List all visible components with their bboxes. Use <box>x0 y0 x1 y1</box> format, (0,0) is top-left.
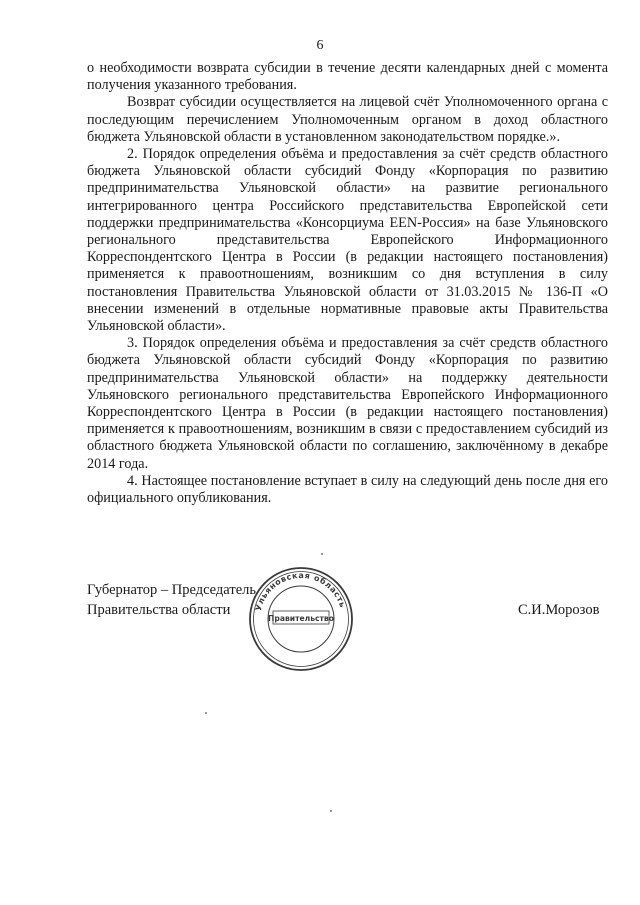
paragraph-3: 3. Порядок определения объёма и предоставления за счёт средств областного бюджета Ульяновской области субсидий Фонду «Корпорация по развитию предпринимательства Ульяновской области» на поддержку деятельности Ульяновского регионального представительства Европейского Информационного Корреспондентского Центра в России (в редакции настоящего постановления) применяется к правоотношениям, возникшим в связи с предоставлением субсидий из областного бюджета Ульяновской области по соглашению, заключённому в декабре 2014 года. <box>87 335 608 472</box>
page-number: 6 <box>316 38 324 53</box>
scan-speck <box>321 553 323 555</box>
official-seal <box>246 564 356 674</box>
signatory-title-line2: Правительства области <box>87 602 231 618</box>
paragraph-continuation: о необходимости возврата субсидии в течение десяти календарных дней с момента получения указанного требования. <box>87 60 608 94</box>
signatory-title <box>87 580 256 620</box>
seal-ring-text: Ульяновская область <box>253 570 348 612</box>
svg-text:Ульяновская область <box>254 571 347 612</box>
scan-speck <box>330 810 332 812</box>
paragraph-subsidy-return: Возврат субсидии осуществляется на лицевой счёт Уполномоченного органа с последующим перечислением Уполномоченным органом в доход областного бюджета Ульяновской области в установленном законодательством порядке.». <box>87 94 608 145</box>
scan-speck <box>205 712 207 714</box>
signatory-name: С.И.Морозов <box>518 602 600 618</box>
paragraph-4: 4. Настоящее постановление вступает в силу на следующий день после дня его официального опубликования. <box>87 472 608 507</box>
signatory-title-line1: Губернатор – Председатель <box>87 582 256 598</box>
document-body <box>87 60 608 507</box>
paragraph-2: 2. Порядок определения объёма и предоставления за счёт средств областного бюджета Ульяновской области субсидий Фонду «Корпорация по развитию предпринимательства Ульяновской области» на развитие регионального интегрированного центра Российского представительства Европейской сети поддержки предпринимательства «Консорциума EEN-Россия» на базе Ульяновского регионального представительства Европейского Информационного Корреспондентского Центра в России (в редакции настоящего постановления) применяется к правоотношениям, возникшим со дня вступления в силу постановления Правительства Ульяновской области от 31.03.2015 № 136-П «О внесении изменений в отдельные нормативные правовые акты Правительства Ульяновской области». <box>87 146 608 335</box>
seal-center-text: Правительство <box>268 614 334 623</box>
